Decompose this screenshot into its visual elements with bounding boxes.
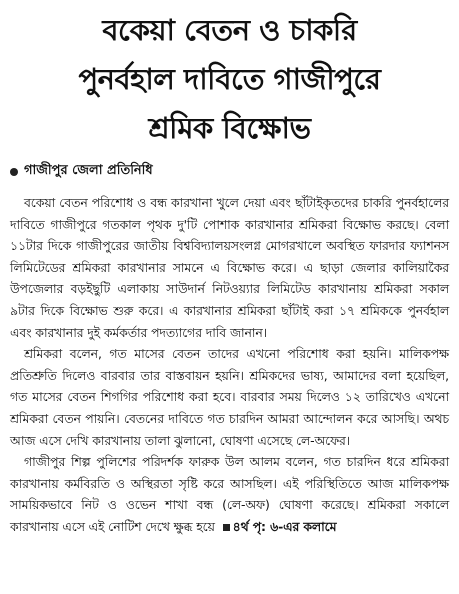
headline-line-2: পুনর্বহাল দাবিতে গাজীপুরে	[78, 62, 381, 96]
continuation-text: ৪র্থ পৃ: ৬-এর কলামে	[232, 518, 337, 534]
byline	[10, 161, 449, 182]
headline-line-1: বকেয়া বেতন ও চাকরি	[102, 13, 357, 47]
article-body	[10, 192, 449, 538]
paragraph-3-text: গাজীপুর শিল্প পুলিশের পরিদর্শক ফারুক উল আলম বলেন, গত চারদিন ধরে শ্রমিকরা কারখানায় কর্মবিরতি ও অস্থিরতা সৃষ্টি করে আসছিল। এই পরিস্থিতিতে আজ মালিকপক্ষ সাময়িকভাবে নিট ও ওভেন শাখা বন্ধ (লে-অফ) ঘোষণা করেছে। শ্রমিকরা সকালে কারখানায় এসে এই নোটিশ দেখে ক্ষুব্ধ হয়ে	[10, 454, 449, 534]
headline-line-3: শ্রমিক বিক্ষোভ	[148, 111, 311, 145]
paragraph-3	[10, 451, 449, 537]
headline	[10, 6, 449, 153]
square-bullet-icon	[223, 524, 230, 531]
byline-text: গাজীপুর জেলা প্রতিনিধি	[24, 163, 153, 178]
continuation-note	[219, 519, 337, 534]
paragraph-2: শ্রমিকরা বলেন, গত মাসের বেতন তাদের এখনো পরিশোধ করা হয়নি। মালিকপক্ষ প্রতিশ্রুতি দিলেও বারবার তার বাস্তবায়ন হয়নি। শ্রমিকদের ভাষ্য, আমাদের বলা হয়েছিল, গত মাসের বেতন শিগগির পরিশোধ করা হবে। বারবার সময় দিলেও ১২ তারিখেও এখনো শ্রমিকরা বেতন পায়নি। বেতনের দাবিতে গত চারদিন আমরা আন্দোলন করে আসছি। অথচ আজ এসে দেখি কারখানায় তালা ঝুলানো, ঘোষণা এসেছে লে-অফের।	[10, 346, 449, 448]
bullet-icon	[10, 168, 18, 176]
paragraph-1: বকেয়া বেতন পরিশোধ ও বন্ধ কারখানা খুলে দেয়া এবং ছাঁটাইকৃতদের চাকরি পুনর্বহালের দাবিতে গাজীপুরে গতকাল পৃথক দু'টি পোশাক কারখানার শ্রমিকরা বিক্ষোভ করছে। বেলা ১১টার দিকে গাজীপুরের জাতীয় বিশ্ববিদ্যালয়সংলগ্ন মোগরখালে অবস্থিত ফারদার ফ্যাশনস লিমিটেডের শ্রমিকরা কারখানার সামনে এ বিক্ষোভ করে। এ ছাড়া জেলার কালিয়াকৈর উপজেলার বড়ইছুটি এলাকায় সাউদার্ন নিটওয়্যার লিমিটেড কারখানায় শ্রমিকরা সকাল ৯টার দিকে বিক্ষোভ শুরু করে। এ কারখানার শ্রমিকরা ছাঁটাই করা ১৭ শ্রমিককে পুনর্বহাল এবং কারখানার দুই কর্মকর্তার পদত্যাগের দাবি জানান।	[10, 195, 449, 340]
